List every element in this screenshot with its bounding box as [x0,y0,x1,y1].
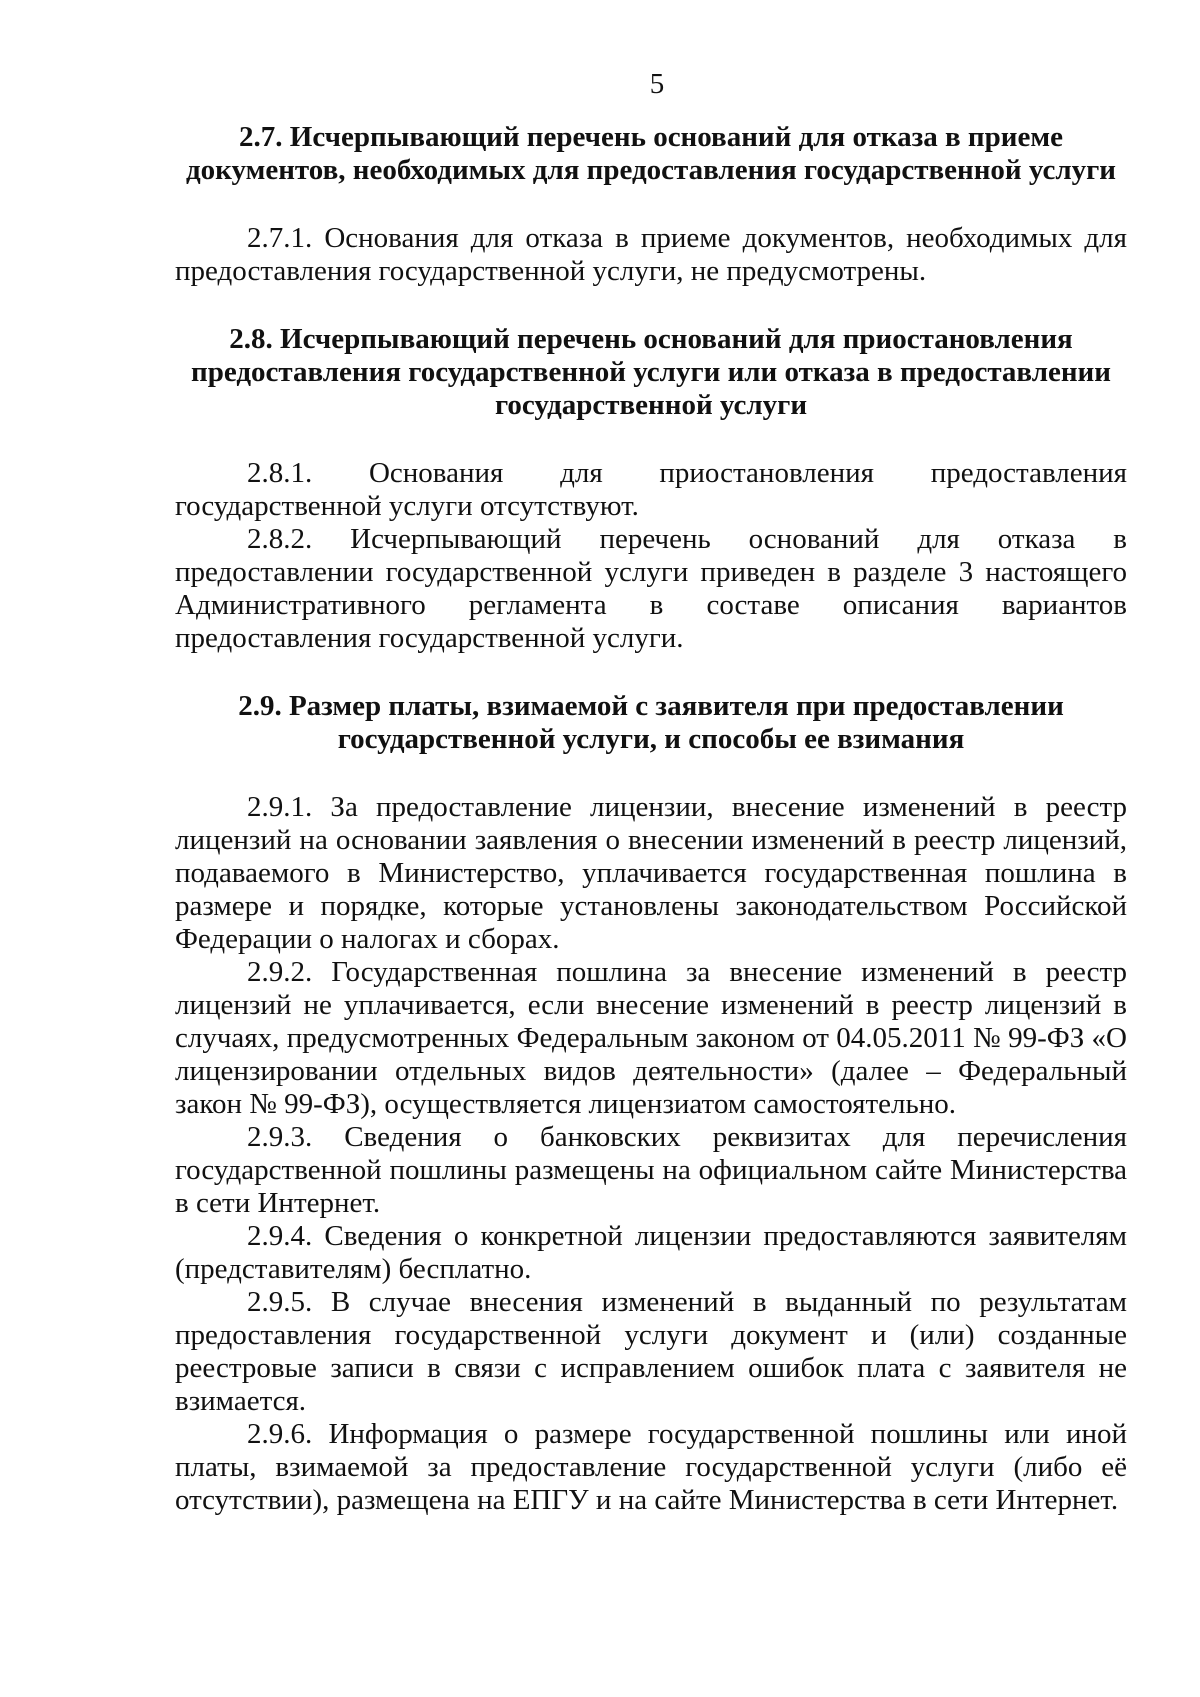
section-gap [175,655,1127,690]
heading-line: государственной услуги, и способы ее взимания [337,723,965,755]
paragraph-2-9-1: 2.9.1. За предоставление лицензии, внесение изменений в реестр лицензий на основании заявления о внесении изменений в реестр лицензий, подаваемого в Министерство, уплачивается государственная пошлина в размере и порядке, которые установлены законодательством Российской Федерации о налогах и сборах. [175,791,1127,955]
heading-line: государственной услуги [494,389,808,421]
section-heading-2-7 [175,121,1127,187]
section-heading-2-9 [175,690,1127,756]
paragraph-2-9-6: 2.9.6. Информация о размере государственной пошлины или иной платы, взимаемой за предоставление государственной услуги (либо её отсутствии), размещена на ЕПГУ и на сайте Министерства в сети Интернет. [175,1418,1127,1516]
paragraph-2-8-2: 2.8.2. Исчерпывающий перечень оснований для отказа в предоставлении государственной услуги приведен в разделе 3 настоящего Административного регламента в составе описания вариантов предоставления государственной услуги. [175,523,1127,654]
heading-line: предоставления государственной услуги или отказа в предоставлении [191,356,1111,388]
paragraph-2-9-4: 2.9.4. Сведения о конкретной лицензии предоставляются заявителям (представителям) бесплатно. [175,1220,1127,1285]
section-gap [175,288,1127,323]
heading-line: документов, необходимых для предоставления государственной услуги [186,154,1116,186]
section-heading-2-8 [175,323,1127,422]
page-number: 5 [649,68,665,100]
heading-line: 2.7. Исчерпывающий перечень оснований для отказа в приеме [239,121,1063,153]
paragraph-2-9-2: 2.9.2. Государственная пошлина за внесение изменений в реестр лицензий не уплачивается, если внесение изменений в реестр лицензий в случаях, предусмотренных Федеральным законом от 04.05.2011 № 99-ФЗ «О лицензировании отдельных видов деятельности» (далее – Федеральный закон № 99-ФЗ), осуществляется лицензиатом самостоятельно. [175,956,1127,1120]
paragraph-2-8-1: 2.8.1. Основания для приостановления предоставления государственной услуги отсутствуют. [175,457,1127,522]
heading-line: 2.9. Размер платы, взимаемой с заявителя при предоставлении [238,690,1064,722]
paragraph-2-9-3: 2.9.3. Сведения о банковских реквизитах для перечисления государственной пошлины размещены на официальном сайте Министерства в сети Интернет. [175,1121,1127,1219]
heading-line: 2.8. Исчерпывающий перечень оснований для приостановления [229,323,1073,355]
paragraph-2-9-5: 2.9.5. В случае внесения изменений в выданный по результатам предоставления государственной услуги документ и (или) созданные реестровые записи в связи с исправлением ошибок плата с заявителя не взимается. [175,1286,1127,1417]
paragraph-2-7-1: 2.7.1. Основания для отказа в приеме документов, необходимых для предоставления государственной услуги, не предусмотрены. [175,222,1127,287]
